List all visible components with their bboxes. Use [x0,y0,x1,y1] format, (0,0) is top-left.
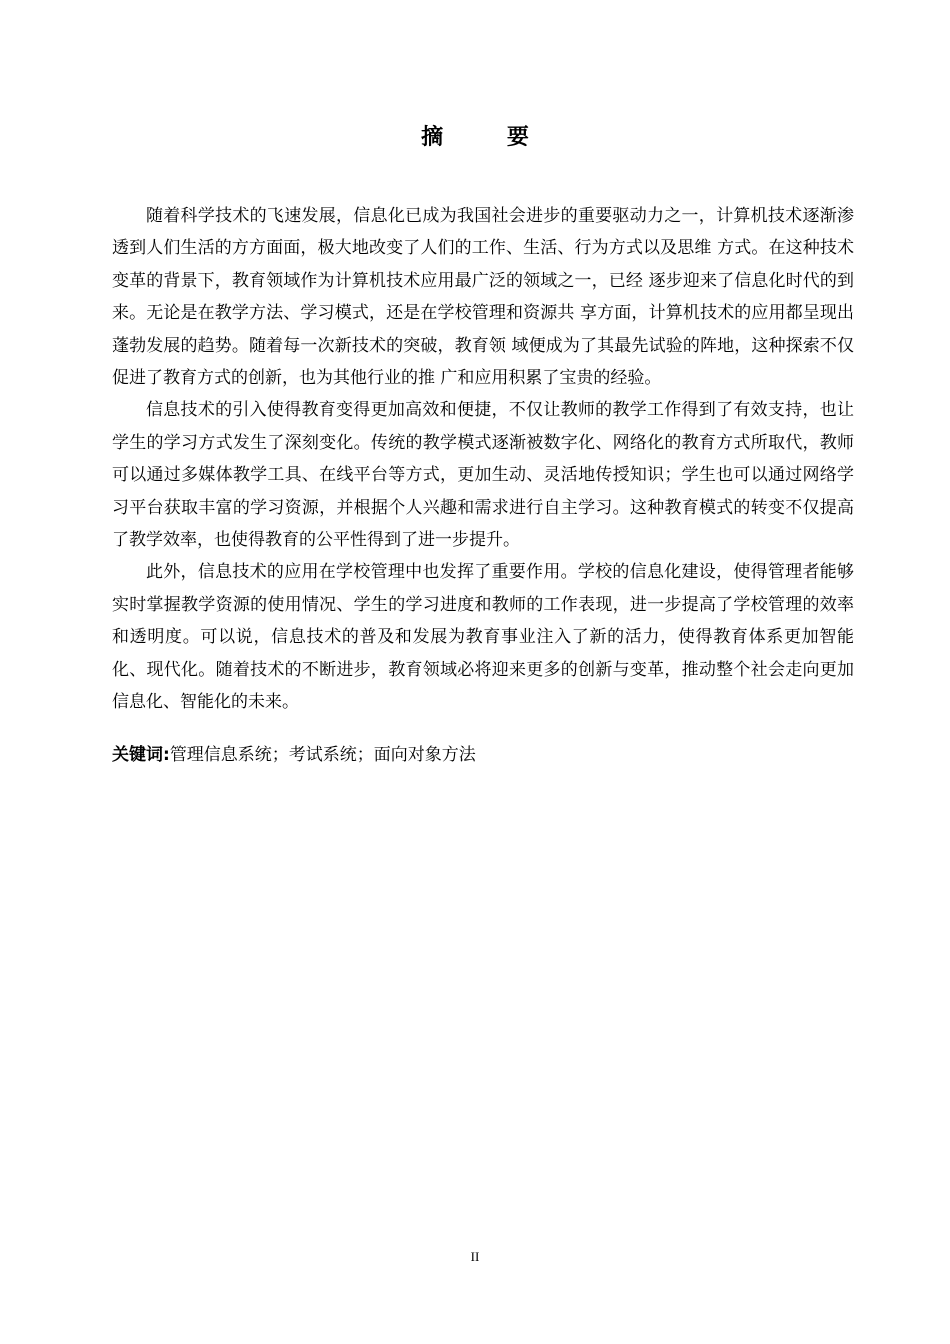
abstract-paragraph-3: 此外，信息技术的应用在学校管理中也发挥了重要作用。学校的信息化建设，使得管理者能够实时掌握教学资源的使用情况、学生的学习进度和教师的工作表现，进一步提高了学校管理的效率和透明度。可以说，信息技术的普及和发展为教育事业注入了新的活力，使得教育体系更加智能化、现代化。随着技术的不断进步，教育领域必将迎来更多的创新与变革，推动整个社会走向更加信息化、智能化的未来。 [112,562,854,713]
page-number: II [470,1249,480,1264]
keywords-line [112,739,854,771]
abstract-paragraph-2: 信息技术的引入使得教育变得更加高效和便捷，不仅让教师的教学工作得到了有效支持，也让学生的学习方式发生了深刻变化。传统的教学模式逐渐被数字化、网络化的教育方式所取代，教师可以通过多媒体教学工具、在线平台等方式，更加生动、灵活地传授知识；学生也可以通过网络学习平台获取丰富的学习资源，并根据个人兴趣和需求进行自主学习。这种教育模式的转变不仅提高了教学效率，也使得教育的公平性得到了进一步提升。 [112,400,854,551]
abstract-body [112,200,854,771]
keywords-label: 关键词: [112,744,170,765]
keywords-value: 管理信息系统；考试系统；面向对象方法 [169,744,476,765]
abstract-paragraph-1: 随着科学技术的飞速发展，信息化已成为我国社会进步的重要驱动力之一，计算机技术逐渐渗透到人们生活的方方面面，极大地改变了人们的工作、生活、行为方式以及思维 方式。在这种技术变革的背景下，教育领域作为计算机技术应用最广泛的领域之一，已经 逐步迎来了信息化时代的到来。无论是在教学方法、学习模式，还是在学校管理和资源共 享方面，计算机技术的应用都呈现出蓬勃发展的趋势。随着每一次新技术的突破，教育领 域便成为了其最先试验的阵地，这种探索不仅促进了教育方式的创新，也为其他行业的推 广和应用积累了宝贵的经验。 [112,206,854,389]
abstract-title: 摘 要 [421,125,557,150]
